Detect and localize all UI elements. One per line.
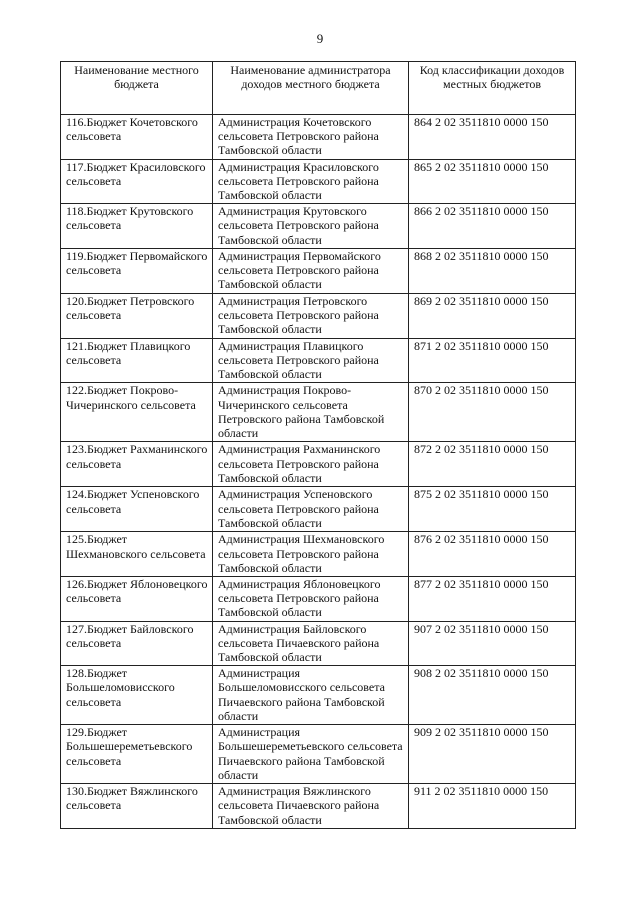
administrator-cell: Администрация Вяжлинского сельсовета Пичаевского района Тамбовской области xyxy=(213,784,409,829)
table-row xyxy=(61,725,576,784)
budget-table xyxy=(60,61,576,829)
classification-code-cell: 864 2 02 3511810 0000 150 xyxy=(409,115,576,160)
classification-code-cell: 911 2 02 3511810 0000 150 xyxy=(409,784,576,829)
table-row xyxy=(61,577,576,622)
page-number: 9 xyxy=(316,31,324,46)
classification-code-cell: 869 2 02 3511810 0000 150 xyxy=(409,293,576,338)
budget-name-cell: 119.Бюджет Первомайского сельсовета xyxy=(61,248,213,293)
classification-code-cell: 866 2 02 3511810 0000 150 xyxy=(409,204,576,249)
budget-name-cell: 117.Бюджет Красиловского сельсовета xyxy=(61,159,213,204)
table-body xyxy=(61,115,576,829)
classification-code-cell: 868 2 02 3511810 0000 150 xyxy=(409,248,576,293)
table-row xyxy=(61,248,576,293)
administrator-cell: Администрация Крутовского сельсовета Петровского района Тамбовской области xyxy=(213,204,409,249)
table-row xyxy=(61,293,576,338)
table-row xyxy=(61,487,576,532)
classification-code-cell: 872 2 02 3511810 0000 150 xyxy=(409,442,576,487)
table-header xyxy=(61,62,576,115)
budget-name-cell: 126.Бюджет Яблоновецкого сельсовета xyxy=(61,577,213,622)
administrator-cell: Администрация Плавицкого сельсовета Петровского района Тамбовской области xyxy=(213,338,409,383)
budget-name-cell: 125.Бюджет Шехмановского сельсовета xyxy=(61,532,213,577)
classification-code-cell: 908 2 02 3511810 0000 150 xyxy=(409,666,576,725)
header-administrator-name: Наименование администратора доходов местного бюджета xyxy=(213,62,409,115)
administrator-cell: Администрация Покрово-Чичеринского сельсовета Петровского района Тамбовской области xyxy=(213,383,409,442)
table-row xyxy=(61,204,576,249)
administrator-cell: Администрация Петровского сельсовета Петровского района Тамбовской области xyxy=(213,293,409,338)
budget-name-cell: 121.Бюджет Плавицкого сельсовета xyxy=(61,338,213,383)
administrator-cell: Администрация Большешереметьевского сельсовета Пичаевского района Тамбовской области xyxy=(213,725,409,784)
administrator-cell: Администрация Байловского сельсовета Пичаевского района Тамбовской области xyxy=(213,621,409,666)
header-row xyxy=(61,62,576,115)
budget-name-cell: 116.Бюджет Кочетовского сельсовета xyxy=(61,115,213,160)
table-row xyxy=(61,159,576,204)
classification-code-cell: 871 2 02 3511810 0000 150 xyxy=(409,338,576,383)
table-row xyxy=(61,666,576,725)
budget-name-cell: 120.Бюджет Петровского сельсовета xyxy=(61,293,213,338)
budget-name-cell: 127.Бюджет Байловского сельсовета xyxy=(61,621,213,666)
classification-code-cell: 877 2 02 3511810 0000 150 xyxy=(409,577,576,622)
classification-code-cell: 870 2 02 3511810 0000 150 xyxy=(409,383,576,442)
administrator-cell: Администрация Яблоновецкого сельсовета Петровского района Тамбовской области xyxy=(213,577,409,622)
administrator-cell: Администрация Красиловского сельсовета Петровского района Тамбовской области xyxy=(213,159,409,204)
budget-name-cell: 124.Бюджет Успеновского сельсовета xyxy=(61,487,213,532)
administrator-cell: Администрация Шехмановского сельсовета Петровского района Тамбовской области xyxy=(213,532,409,577)
table-row xyxy=(61,115,576,160)
budget-name-cell: 128.Бюджет Большеломовисского сельсовета xyxy=(61,666,213,725)
classification-code-cell: 865 2 02 3511810 0000 150 xyxy=(409,159,576,204)
table-row xyxy=(61,621,576,666)
budget-name-cell: 122.Бюджет Покрово-Чичеринского сельсовета xyxy=(61,383,213,442)
administrator-cell: Администрация Кочетовского сельсовета Петровского района Тамбовской области xyxy=(213,115,409,160)
table-row xyxy=(61,383,576,442)
classification-code-cell: 876 2 02 3511810 0000 150 xyxy=(409,532,576,577)
administrator-cell: Администрация Успеновского сельсовета Петровского района Тамбовской области xyxy=(213,487,409,532)
administrator-cell: Администрация Большеломовисского сельсовета Пичаевского района Тамбовской области xyxy=(213,666,409,725)
table-row xyxy=(61,442,576,487)
table-row xyxy=(61,338,576,383)
administrator-cell: Администрация Первомайского сельсовета Петровского района Тамбовской области xyxy=(213,248,409,293)
budget-name-cell: 123.Бюджет Рахманинского сельсовета xyxy=(61,442,213,487)
budget-name-cell: 130.Бюджет Вяжлинского сельсовета xyxy=(61,784,213,829)
classification-code-cell: 875 2 02 3511810 0000 150 xyxy=(409,487,576,532)
classification-code-cell: 907 2 02 3511810 0000 150 xyxy=(409,621,576,666)
header-classification-code: Код классификации доходов местных бюджетов xyxy=(409,62,576,115)
header-budget-name: Наименование местного бюджета xyxy=(61,62,213,115)
budget-name-cell: 118.Бюджет Крутовского сельсовета xyxy=(61,204,213,249)
budget-name-cell: 129.Бюджет Большешереметьевского сельсовета xyxy=(61,725,213,784)
table-row xyxy=(61,532,576,577)
administrator-cell: Администрация Рахманинского сельсовета Петровского района Тамбовской области xyxy=(213,442,409,487)
table-row xyxy=(61,784,576,829)
classification-code-cell: 909 2 02 3511810 0000 150 xyxy=(409,725,576,784)
